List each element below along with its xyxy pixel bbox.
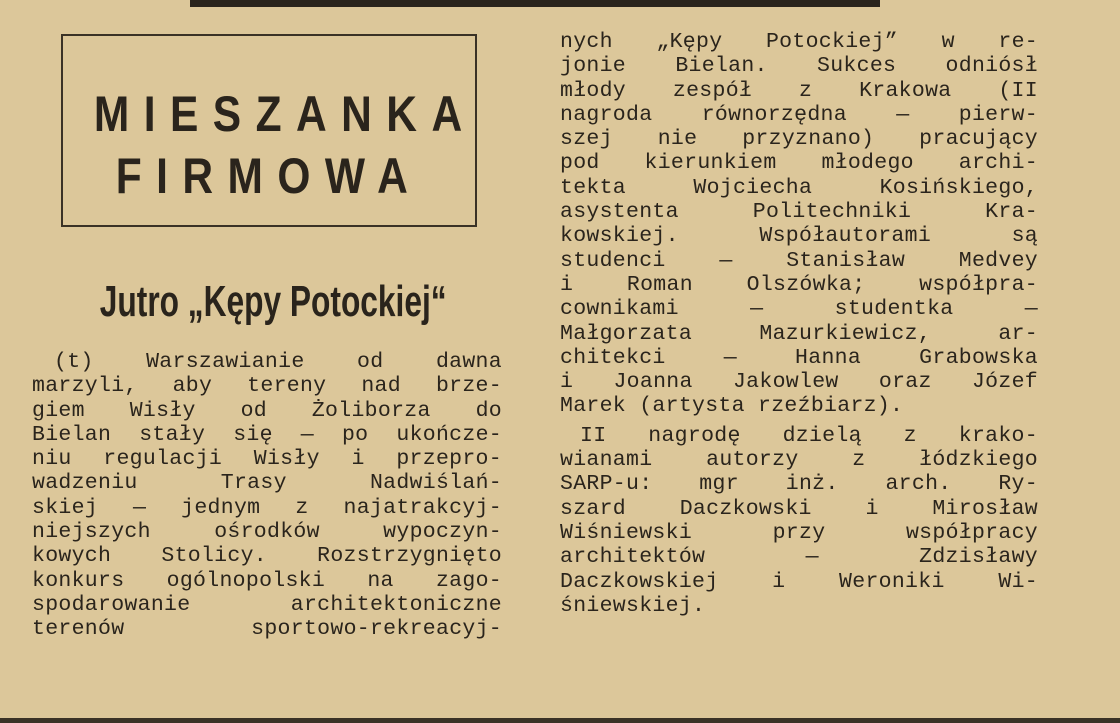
article-column-right — [560, 30, 1038, 618]
text-line: pod kierunkiem młodego archi- — [560, 151, 1038, 176]
text-line: cownikami — studentka — — [560, 297, 1038, 322]
text-line: jonie Bielan. Sukces odniósł — [560, 54, 1038, 79]
text-line: kowskiej. Współautorami są — [560, 224, 1038, 249]
section-title-line-1: MIESZANKA — [93, 86, 477, 142]
text-line: giem Wisły od Żoliborza do — [32, 398, 502, 423]
text-line: i Roman Olszówka; współpra- — [560, 272, 1038, 297]
text-line: Daczkowskiej i Weroniki Wi- — [560, 569, 1038, 594]
text-line: szard Daczkowski i Mirosław — [560, 496, 1038, 521]
text-line: studenci — Stanisław Medvey — [560, 248, 1038, 273]
text-line: SARP-u: mgr inż. arch. Ry- — [560, 472, 1038, 497]
text-line: i Joanna Jakowlew oraz Józef — [560, 370, 1038, 395]
text-line: spodarowanie architektoniczne — [32, 592, 502, 617]
text-line: Marek (artysta rzeźbiarz). — [560, 394, 904, 419]
text-line: konkurs ogólnopolski na zago- — [32, 568, 502, 593]
text-line: asystenta Politechniki Kra- — [560, 200, 1038, 225]
text-line: młody zespół z Krakowa (II — [560, 78, 1038, 103]
bottom-rule — [0, 718, 1120, 723]
text-line: II nagrodę dzielą z krako- — [580, 423, 1038, 448]
text-line: terenów sportowo-rekreacyj- — [32, 617, 502, 642]
text-line: szej nie przyznano) pracujący — [560, 127, 1038, 152]
text-line: nagroda równorzędna — pierw- — [560, 102, 1038, 127]
text-line: skiej — jednym z najatrakcyj- — [32, 495, 502, 520]
text-line: wadzeniu Trasy Nadwiślań- — [32, 471, 502, 496]
text-line: chitekci — Hanna Grabowska — [560, 345, 1038, 370]
text-line: architektów — Zdzisławy — [560, 545, 1038, 570]
article-column-left — [32, 350, 502, 642]
text-line: tekta Wojciecha Kosińskiego, — [560, 175, 1038, 200]
text-line: (t) Warszawianie od dawna — [54, 350, 502, 374]
text-line: niu regulacji Wisły i przepro- — [32, 447, 502, 472]
text-line: nych „Kępy Potockiej” w re- — [560, 30, 1038, 54]
article-headline: Jutro „Kępy Potockiej“ — [99, 277, 447, 326]
text-line: Małgorzata Mazurkiewicz, ar- — [560, 321, 1038, 346]
text-line: wianami autorzy z łódzkiego — [560, 448, 1038, 473]
text-line: marzyli, aby tereny nad brze- — [32, 374, 502, 399]
text-line: niejszych ośrodków wypoczyn- — [32, 520, 502, 545]
section-title-box — [61, 34, 477, 227]
top-rule — [190, 0, 880, 7]
text-line: śniewskiej. — [560, 593, 706, 618]
text-line: Bielan stały się — po ukończe- — [32, 422, 502, 447]
text-line: Wiśniewski przy współpracy — [560, 520, 1038, 545]
section-title-line-2: FIRMOWA — [115, 148, 423, 204]
text-line: kowych Stolicy. Rozstrzygnięto — [32, 544, 502, 569]
